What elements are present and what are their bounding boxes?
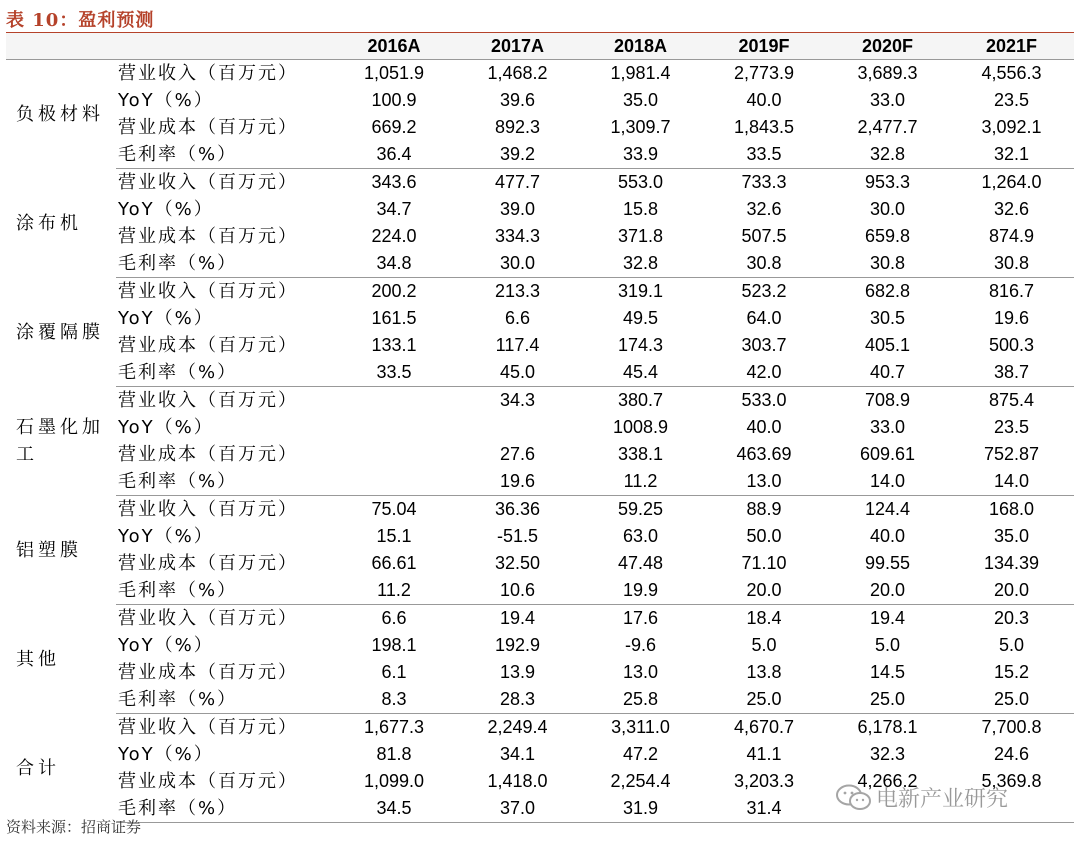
value-cell: 1,843.5 [733, 117, 795, 137]
table-row [6, 87, 1074, 114]
value-cell: 32.6 [746, 199, 782, 219]
value-cell: 752.87 [983, 444, 1040, 464]
value-cell: 200.2 [371, 281, 417, 301]
value-cell: 708.9 [864, 390, 911, 410]
header-year: 2016A [332, 33, 456, 60]
value-cell: 168.0 [988, 499, 1035, 519]
value-cell: 45.0 [456, 359, 579, 387]
value-cell: 134.39 [983, 553, 1040, 573]
value-cell: 37.0 [456, 795, 579, 823]
value-cell: 32.6 [993, 199, 1030, 219]
table-row [6, 223, 1074, 250]
value-cell: 20.0 [949, 577, 1074, 605]
value-cell: 23.5 [993, 417, 1030, 437]
value-cell: 33.9 [579, 141, 702, 169]
watermark-text: 电新产业研究 [876, 787, 1009, 812]
metric-label: 毛利率（%） [116, 250, 332, 278]
metric-label: 毛利率（%） [116, 468, 332, 496]
value-cell: 39.2 [456, 141, 579, 169]
value-cell: -9.6 [624, 635, 657, 655]
metric-label: YoY（%） [118, 199, 214, 220]
header-year: 2020F [826, 33, 949, 60]
value-cell: 319.1 [617, 281, 664, 301]
value-cell: 36.4 [332, 141, 456, 169]
value-cell: 1,677.3 [363, 717, 425, 737]
value-cell: 4,556.3 [981, 63, 1042, 83]
value-cell: 33.0 [869, 417, 906, 437]
value-cell: 100.9 [371, 90, 417, 110]
value-cell: 1,981.4 [610, 63, 671, 83]
value-cell: 42.0 [702, 359, 826, 387]
segment-group [6, 278, 1074, 387]
value-cell: 20.0 [826, 577, 949, 605]
value-cell: 19.4 [869, 608, 906, 628]
metric-label: 营业成本（百万元） [118, 117, 298, 138]
value-cell: 2,249.4 [487, 717, 548, 737]
table-row [6, 60, 1074, 88]
value-cell: 13.8 [746, 662, 782, 682]
metric-label: 毛利率（%） [116, 359, 332, 387]
value-cell: 523.2 [741, 281, 787, 301]
value-cell: 874.9 [988, 226, 1035, 246]
value-cell: 4,670.7 [733, 717, 795, 737]
value-cell: 124.4 [864, 499, 911, 519]
value-cell: 1,309.7 [610, 117, 671, 137]
segment-group [6, 169, 1074, 278]
value-cell: 2,254.4 [610, 771, 671, 791]
value-cell: 23.5 [993, 90, 1030, 110]
value-cell: 5.0 [874, 635, 901, 655]
value-cell: 405.1 [864, 335, 911, 355]
metric-label: 营业收入（百万元） [118, 608, 298, 629]
value-cell: 34.3 [499, 390, 536, 410]
value-cell: 3,311.0 [611, 717, 670, 737]
metric-label: YoY（%） [118, 744, 214, 765]
value-cell: 198.1 [371, 635, 417, 655]
table-row [6, 550, 1074, 577]
value-cell: 47.48 [617, 553, 664, 573]
value-cell: 463.69 [736, 444, 792, 464]
value-cell: 14.0 [949, 468, 1074, 496]
value-cell: 507.5 [741, 226, 787, 246]
value-cell: 30.8 [826, 250, 949, 278]
value-cell: 34.1 [499, 744, 536, 764]
metric-label: 毛利率（%） [116, 686, 332, 714]
value-cell: 875.4 [988, 390, 1035, 410]
table-row [6, 414, 1074, 441]
table-row [6, 141, 1074, 169]
value-cell: 11.2 [579, 468, 702, 496]
value-cell: 14.0 [826, 468, 949, 496]
value-cell [456, 414, 579, 441]
value-cell: 40.0 [746, 90, 782, 110]
value-cell: -51.5 [496, 526, 539, 546]
value-cell: 35.0 [622, 90, 659, 110]
table-row [6, 441, 1074, 468]
value-cell: 19.6 [456, 468, 579, 496]
value-cell: 117.4 [495, 335, 540, 355]
metric-label: YoY（%） [118, 417, 214, 438]
table-row [6, 169, 1074, 197]
value-cell: 2,477.7 [857, 117, 918, 137]
metric-label: YoY（%） [118, 526, 214, 547]
value-cell: 75.04 [371, 499, 417, 519]
metric-label: YoY（%） [118, 308, 214, 329]
value-cell: 3,092.1 [981, 117, 1042, 137]
value-cell: 25.0 [949, 686, 1074, 714]
value-cell: 41.1 [746, 744, 782, 764]
value-cell: 953.3 [864, 172, 911, 192]
value-cell: 6.6 [504, 308, 531, 328]
value-cell: 39.6 [499, 90, 536, 110]
segment-name: 负极材料 [16, 103, 104, 125]
value-cell: 6.6 [381, 608, 407, 628]
value-cell: 33.5 [332, 359, 456, 387]
value-cell: 682.8 [864, 281, 911, 301]
value-cell: 19.6 [993, 308, 1030, 328]
value-cell: 1,468.2 [487, 63, 548, 83]
value-cell: 5,369.8 [981, 771, 1042, 791]
value-cell: 18.4 [746, 608, 782, 628]
value-cell: 36.36 [494, 499, 541, 519]
metric-label: 营业收入（百万元） [118, 172, 298, 193]
value-cell: 24.6 [993, 744, 1030, 764]
metric-label: YoY（%） [118, 90, 214, 111]
value-cell: 224.0 [371, 226, 417, 246]
value-cell: 13.0 [622, 662, 659, 682]
value-cell: 2,773.9 [733, 63, 795, 83]
table-row [6, 305, 1074, 332]
value-cell: 40.0 [746, 417, 782, 437]
value-cell: 32.8 [579, 250, 702, 278]
value-cell: 25.0 [826, 686, 949, 714]
table-title: 表 10：盈利预测 [6, 10, 155, 31]
value-cell: 28.3 [456, 686, 579, 714]
table-row [6, 632, 1074, 659]
value-cell: 49.5 [622, 308, 659, 328]
value-cell: 50.0 [746, 526, 782, 546]
segment-group [6, 605, 1074, 714]
header-year: 2018A [579, 33, 702, 60]
table-row [6, 741, 1074, 768]
segment-group [6, 60, 1074, 169]
segment-name: 涂布机 [16, 212, 82, 234]
watermark [836, 782, 1008, 813]
value-cell: 71.10 [741, 553, 787, 573]
header-year: 2017A [456, 33, 579, 60]
forecast-table [6, 33, 1074, 823]
table-row [6, 387, 1074, 415]
value-cell: 5.0 [998, 635, 1025, 655]
table-row [6, 196, 1074, 223]
value-cell: 13.0 [702, 468, 826, 496]
metric-label: 毛利率（%） [116, 577, 332, 605]
metric-label: 毛利率（%） [116, 795, 332, 823]
value-cell: 30.0 [456, 250, 579, 278]
value-cell: 64.0 [746, 308, 782, 328]
value-cell: 63.0 [622, 526, 659, 546]
metric-label: 营业成本（百万元） [118, 226, 298, 247]
value-cell: 659.8 [864, 226, 911, 246]
metric-label: 营业成本（百万元） [118, 553, 298, 574]
table-row [6, 359, 1074, 387]
header-year: 2019F [702, 33, 826, 60]
value-cell: 5.0 [751, 635, 777, 655]
table-row [6, 114, 1074, 141]
value-cell: 11.2 [332, 577, 456, 605]
value-cell: 20.3 [993, 608, 1030, 628]
value-cell: 133.1 [371, 335, 417, 355]
value-cell: 25.0 [702, 686, 826, 714]
value-cell: 40.0 [869, 526, 906, 546]
value-cell: 533.0 [741, 390, 787, 410]
segment-name: 石墨化加工 [16, 417, 104, 465]
table-row [6, 605, 1074, 633]
value-cell: 39.0 [499, 199, 536, 219]
metric-label: 营业收入（百万元） [118, 499, 298, 520]
value-cell: 1,051.9 [363, 63, 425, 83]
value-cell: 33.5 [702, 141, 826, 169]
value-cell: 1,418.0 [487, 771, 548, 791]
value-cell: 33.0 [869, 90, 906, 110]
table-row [6, 468, 1074, 496]
metric-label: 营业收入（百万元） [118, 717, 298, 738]
metric-label: 营业收入（百万元） [118, 63, 298, 84]
value-cell: 8.3 [332, 686, 456, 714]
value-cell [332, 468, 456, 496]
segment-name: 涂覆隔膜 [16, 321, 104, 343]
value-cell: 334.3 [494, 226, 541, 246]
value-cell: 25.8 [579, 686, 702, 714]
metric-label: 营业成本（百万元） [118, 771, 298, 792]
value-cell: 3,689.3 [857, 63, 918, 83]
value-cell: 6.1 [381, 662, 407, 682]
value-cell: 31.9 [579, 795, 702, 823]
header-year: 2021F [949, 33, 1074, 60]
metric-label: 营业成本（百万元） [118, 335, 298, 356]
segment-name: 合计 [16, 757, 60, 779]
metric-label: 毛利率（%） [116, 141, 332, 169]
header-row [6, 33, 1074, 60]
value-cell: 20.0 [702, 577, 826, 605]
metric-label: 营业收入（百万元） [118, 281, 298, 302]
metric-label: 营业成本（百万元） [118, 444, 298, 465]
value-cell: 32.8 [826, 141, 949, 169]
table-row [6, 686, 1074, 714]
value-cell: 32.50 [494, 553, 541, 573]
value-cell [332, 441, 456, 468]
value-cell: 59.25 [617, 499, 664, 519]
value-cell: 816.7 [988, 281, 1035, 301]
wechat-icon [836, 784, 872, 812]
value-cell: 99.55 [864, 553, 911, 573]
value-cell: 34.5 [332, 795, 456, 823]
table-row [6, 278, 1074, 306]
value-cell: 66.61 [371, 553, 417, 573]
value-cell: 6,178.1 [857, 717, 918, 737]
value-cell: 553.0 [617, 172, 664, 192]
table-row [6, 714, 1074, 742]
value-cell: 38.7 [949, 359, 1074, 387]
value-cell: 45.4 [579, 359, 702, 387]
value-cell: 19.4 [499, 608, 536, 628]
value-cell: 88.9 [746, 499, 782, 519]
value-cell [332, 414, 456, 441]
value-cell [332, 387, 456, 415]
value-cell: 15.1 [376, 526, 412, 546]
header-blank [116, 33, 332, 60]
value-cell: 343.6 [371, 172, 417, 192]
value-cell: 40.7 [826, 359, 949, 387]
value-cell: 32.1 [949, 141, 1074, 169]
table-row [6, 523, 1074, 550]
value-cell: 303.7 [741, 335, 787, 355]
segment-group [6, 387, 1074, 496]
value-cell: 161.5 [371, 308, 417, 328]
value-cell: 15.2 [993, 662, 1030, 682]
segment-name: 其他 [16, 648, 60, 670]
value-cell: 669.2 [371, 117, 417, 137]
metric-label: 营业收入（百万元） [118, 390, 298, 411]
value-cell: 17.6 [622, 608, 659, 628]
segment-name: 铝塑膜 [16, 539, 82, 561]
value-cell: 27.6 [499, 444, 536, 464]
value-cell: 7,700.8 [981, 717, 1042, 737]
value-cell: 500.3 [988, 335, 1035, 355]
value-cell: 1,099.0 [363, 771, 425, 791]
value-cell: 15.8 [622, 199, 659, 219]
value-cell: 174.3 [617, 335, 664, 355]
value-cell: 380.7 [617, 390, 664, 410]
value-cell: 14.5 [869, 662, 906, 682]
value-cell: 13.9 [499, 662, 536, 682]
table-row [6, 332, 1074, 359]
value-cell: 32.3 [869, 744, 906, 764]
value-cell: 733.3 [741, 172, 787, 192]
value-cell: 371.8 [617, 226, 664, 246]
value-cell: 609.61 [859, 444, 916, 464]
value-cell: 892.3 [494, 117, 541, 137]
source-note: 资料来源：招商证券 [6, 818, 142, 836]
value-cell: 4,266.2 [857, 771, 918, 791]
value-cell: 30.8 [949, 250, 1074, 278]
segment-group [6, 496, 1074, 605]
value-cell: 30.5 [869, 308, 906, 328]
value-cell: 213.3 [494, 281, 541, 301]
value-cell: 81.8 [376, 744, 412, 764]
value-cell: 10.6 [456, 577, 579, 605]
table-row [6, 250, 1074, 278]
table-row [6, 659, 1074, 686]
value-cell: 30.0 [869, 199, 906, 219]
value-cell: 477.7 [494, 172, 541, 192]
value-cell: 31.4 [702, 795, 826, 823]
header-blank [6, 33, 116, 60]
value-cell: 30.8 [702, 250, 826, 278]
table-row [6, 496, 1074, 524]
value-cell: 1008.9 [612, 417, 669, 437]
metric-label: 营业成本（百万元） [118, 662, 298, 683]
value-cell: 19.9 [579, 577, 702, 605]
value-cell: 34.7 [376, 199, 412, 219]
value-cell: 34.8 [332, 250, 456, 278]
value-cell: 35.0 [993, 526, 1030, 546]
value-cell: 338.1 [617, 444, 664, 464]
table-row [6, 577, 1074, 605]
value-cell: 192.9 [494, 635, 541, 655]
value-cell: 1,264.0 [981, 172, 1042, 192]
metric-label: YoY（%） [118, 635, 214, 656]
value-cell: 3,203.3 [733, 771, 795, 791]
value-cell: 47.2 [622, 744, 659, 764]
